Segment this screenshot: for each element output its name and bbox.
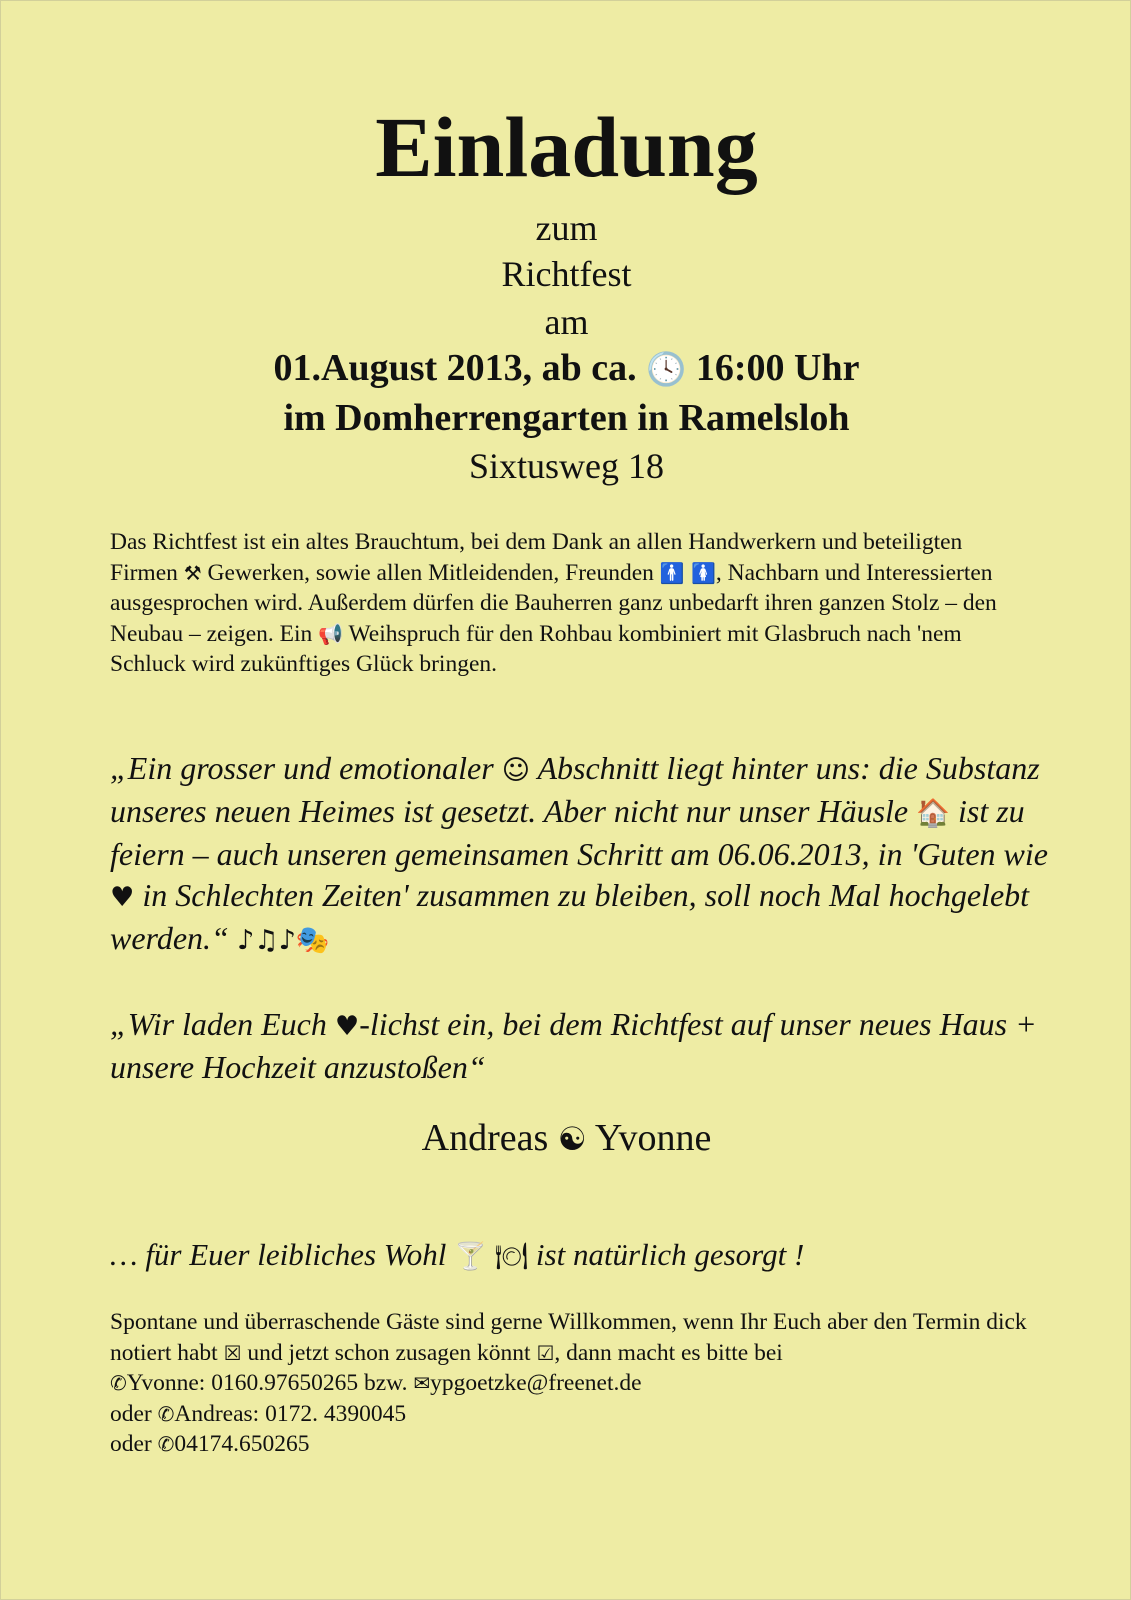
plate-icon: 🍽: [494, 1242, 529, 1272]
cocktail-icon: 🍸: [454, 1242, 487, 1272]
quote-paragraph-1: „Ein grosser und emotionaler ☺ Abschnitt liegt hinter uns: die Substanz unseres neuen Heimes ist gesetzt. Aber nicht nur unser Häusle 🏠 ist zu feiern – auch unseren gemeinsamen Schritt am 06.06.2013, in 'Guten wie ♥ in Schlechten Zeiten' zusammen zu bleiben, soll noch Mal hochgelebt werden.“ ♪♫♪🎭: [110, 750, 1048, 956]
phone-landline: 04174.650265: [174, 1431, 310, 1457]
tools-icon: ⚒: [183, 560, 202, 585]
catering-note: … für Euer leibliches Wohl 🍸 🍽 ist natürlich gesorgt !: [110, 1237, 805, 1272]
header-line-am: am: [544, 302, 589, 342]
heart-icon: ♥: [334, 1011, 360, 1042]
header-line-richtfest: Richtfest: [501, 254, 632, 294]
phone-icon: ✆: [157, 1401, 175, 1426]
name-yvonne: Yvonne: [594, 1117, 712, 1159]
phone-icon: ✆: [110, 1371, 127, 1395]
quote-paragraph-2: „Wir laden Euch ♥-lichst ein, bei dem Richtfest auf unser neues Haus + unsere Hochzeit anzustoßen“: [110, 1006, 1037, 1085]
mail-icon: ✉: [413, 1371, 431, 1395]
house-icon: 🏠: [916, 798, 950, 829]
music-notes-icon: ♪♫♪🎭: [236, 925, 330, 956]
phone-icon: ✆: [157, 1432, 175, 1456]
smiley-icon: ☺: [501, 755, 531, 786]
checkbox-check-icon: ☑: [536, 1340, 555, 1365]
header-line-zum: zum: [535, 208, 598, 248]
event-street: Sixtusweg 18: [468, 446, 664, 486]
checkbox-x-icon: ☒: [223, 1340, 242, 1365]
event-time: 16:00 Uhr: [695, 347, 860, 389]
event-date-prefix: 01.August 2013, ab ca.: [273, 347, 637, 389]
intro-paragraph: Das Richtfest ist ein altes Brauchtum, bei dem Dank an allen Handwerkern und beteiligten Firmen ⚒ Gewerken, sowie allen Mitleidenden, Freunden 🚹 🚺, Nachbarn und Interessierten ausgesprochen wird. Außerdem dürfen die Bauherren ganz unbedarft ihren ganzen Stolz – den Neubau – zeigen. Ein 📢 Weihspruch für den Rohbau kombiniert mit Glasbruch nach 'nem Schluck wird zukünftiges Glück bringen.: [110, 529, 997, 677]
event-date: [1, 346, 1131, 392]
contact-paragraph: Spontane und überraschende Gäste sind gerne Willkommen, wenn Ihr Euch aber den Termin dick notiert habt ☒ und jetzt schon zusagen könnt ☑, dann macht es bitte bei ✆Yvonne: 0160.97650265 bzw. ✉ypgoetzke@freenet.de oder ✆Andreas: 0172. 4390045 oder ✆04174.650265: [110, 1309, 1027, 1457]
page-title: Einladung: [375, 99, 758, 195]
heart-icon: ♥: [110, 882, 135, 913]
phone-andreas: Andreas: 0172. 4390045: [174, 1400, 407, 1427]
email-link[interactable]: ypgoetzke@freenet.de: [430, 1370, 642, 1396]
couple-names: [1, 1116, 1131, 1162]
clock-icon: 🕓: [646, 350, 687, 388]
people-icon: 🚹 🚺: [659, 560, 716, 585]
name-andreas: Andreas: [421, 1117, 549, 1159]
megaphone-icon: 📢: [318, 621, 344, 646]
yin-yang-icon: ☯: [557, 1120, 587, 1158]
event-location: im Domherrengarten in Ramelsloh: [283, 397, 850, 439]
phone-yvonne: Yvonne: 0160.97650265 bzw.: [126, 1370, 408, 1396]
